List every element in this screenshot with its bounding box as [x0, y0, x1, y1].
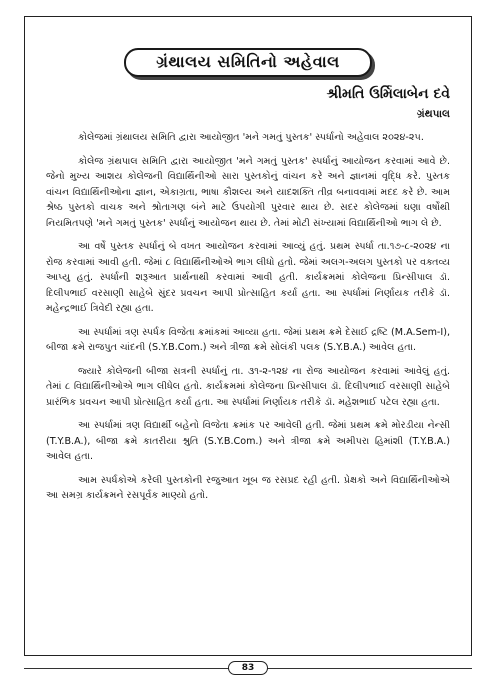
- paragraph-conclusion: આમ સ્પર્ધકોએ કરેલી પુસ્તકોની રજુઆત ખૂબ જ રસપ્રદ રહી હતી. પ્રેક્ષકો અને વિદ્યાર્થિનીઓએ આ સમગ્ર કાર્યક્રમને રસપૂર્વક માણ્યો હતો.: [46, 474, 450, 501]
- report-body: [46, 130, 450, 512]
- paragraph-intro: કોલેજમાં ગ્રંથાલય સમિતિ દ્વારા આયોજીત 'મને ગમતું પુસ્તક' સ્પર્ધાનો અહેવાલ ૨૦૨૪-૨૫.: [78, 132, 424, 143]
- paragraph-second-winners: આ સ્પર્ધામાં ત્રણ વિદ્યાર્થી બહેનો વિજેતા ક્રમાંક પર આવેલી હતી. જેમાં પ્રથમ ક્રમે મોરડીયા નેન્સી (T.Y.B.A.), બીજા ક્રમે કાતરીયા શ્રુતિ (S.Y.B.Com.) અને ત્રીજા ક્રમે અમીપરા હિમાંશી (T.Y.B.A.) આવેલ હતા.: [46, 420, 450, 462]
- page-title: ગ્રંથાલય સમિતિનો અહેવાલ: [124, 48, 371, 77]
- paragraph-first-winners: આ સ્પર્ધામાં ત્રણ સ્પર્ધક વિજેતા ક્રમાંકમાં આવ્યા હતા. જેમાં પ્રથમ ક્રમે દેસાઈ દ્રષ્ટિ (M.A.Sem-I), બીજા ક્રમે રાજપુત ચાંદની (S.Y.B.Com.) અને ત્રીજા ક્રમે સોલંકી પલક (S.Y.B.A.) આવેલ હતા.: [46, 326, 450, 353]
- paragraph-first-competition: આ વર્ષે પુસ્તક સ્પર્ધાનું બે વખત આયોજન કરવામાં આવ્યું હતું. પ્રથમ સ્પર્ધા તા.૧૭-૮-૨૦૨૪ ના રોજ કરવામાં આવી હતી. જેમાં ૮ વિદ્યાર્થિનીઓએ ભાગ લીધો હતો. જેમાં અલગ-અલગ પુસ્તકો પર વક્તવ્ય આપ્યુ હતું. સ્પર્ધાની શરૂઆત પ્રાર્થનાથી કરવામાં આવી હતી. કાર્યક્રમમાં કોલેજના પ્રિન્સીપાલ ડૉ. દિલીપભાઈ વરસાણી સાહેબે સુંદર પ્રવચન આપી પ્રોત્સાહિત કર્યા હતા. આ સ્પર્ધામાં નિર્ણાયક તરીકે ડૉ. મહેન્દ્રભાઈ ત્રિવેદી રહ્યા હતા.: [46, 241, 450, 314]
- author-role: ગ્રંથપાલ: [416, 108, 450, 120]
- paragraph-purpose: કોલેજ ગ્રંથપાલ સમિતિ દ્વારા આયોજીત 'મને ગમતું પુસ્તક' સ્પર્ધાનું આયોજન કરવામાં આવે છે. જેનો મુખ્ય આશય કોલેજની વિદ્યાર્થિનીઓ સારા પુસ્તકોનું વાંચન કરે અને જ્ઞાનમાં વૃદ્ધિ કરે. પુસ્તક વાંચન વિદ્યાર્થિનીઓના જ્ઞાન, એકાગ્રતા, ભાષા કૌશલ્ય અને યાદશક્તિ તીવ્ર બનાવવામાં મદદ કરે છે. આમ શ્રેષ્ઠ પુસ્તકો વાચક અને શ્રોતાગણ બંને માટે ઉપયોગી પુરવાર થાય છે. સદર કોલેજમાં ઘણા વર્ષોથી નિયમિતપણે 'મને ગમતું પુસ્તક' સ્પર્ધાનું આયોજન થાય છે. તેમાં મોટી સંખ્યામાં વિદ્યાર્થિનીઓ ભાગ લે છે.: [46, 155, 450, 229]
- title-section: [0, 48, 496, 77]
- paragraph-second-competition: જ્યારે કોલેજની બીજા સત્રની સ્પર્ધાનું તા. ૩૧-૨-૧૨૪ ના રોજ આયોજન કરવામાં આવેલું હતું. તેમાં ૮ વિદ્યાર્થિનીઓએ ભાગ લીધેલ હતો. કાર્યક્રમમાં કોલેજના પ્રિન્સીપાલ ડૉ. દિલીપભાઈ વરસાણી સાહેબે પ્રારંભિક પ્રવચન આપી પ્રોત્સાહિત કર્યા હતા. આ સ્પર્ધામાં નિર્ણાયક તરીકે ડૉ. મહેશભાઈ પટેલ રહ્યા હતા.: [46, 365, 450, 408]
- page-number: 83: [228, 661, 268, 675]
- page-footer: [0, 661, 496, 675]
- author-block: [327, 86, 450, 121]
- author-name: શ્રીમતિ ઉર્મિલાબેન દવે: [326, 86, 450, 102]
